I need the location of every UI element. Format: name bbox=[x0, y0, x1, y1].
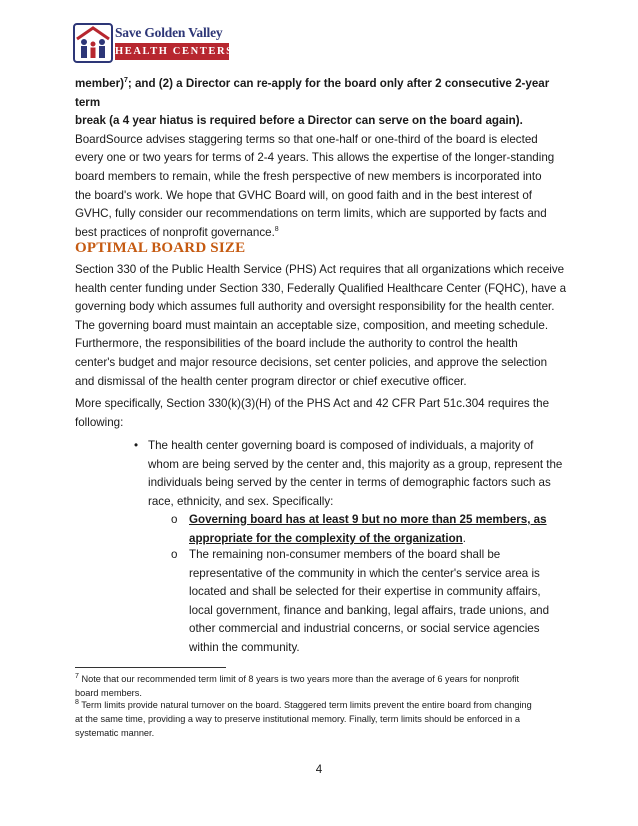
footnote-7 bbox=[75, 672, 570, 700]
text-line: race, ethnicity, and sex. Specifically: bbox=[148, 494, 334, 508]
emphasis-line-end: appropriate for the complexity of the organization. bbox=[189, 531, 467, 545]
text-line: Furthermore, the responsibilities of the board include the authority to control the health bbox=[75, 337, 518, 351]
text-line: whom are being served by the center and, this majority as a group, represent the bbox=[148, 457, 563, 471]
footnote-line: systematic manner. bbox=[75, 728, 155, 739]
text-line: More specifically, Section 330(k)(3)(H) of the PHS Act and 42 CFR Part 51c.304 requires the bbox=[75, 397, 550, 410]
sub-bullet-marker: o bbox=[171, 548, 178, 561]
sub-item-1 bbox=[189, 511, 569, 548]
logo-name: Save Golden Valley bbox=[115, 25, 223, 40]
text-line: located and shall be selected for their expertise in community affairs, bbox=[189, 585, 541, 599]
footnote-line: $^8$ Term limits provide natural turnover on the board. Staggered term limits prevent the entire board from changing bbox=[75, 698, 532, 710]
text-line: The remaining non-consumer members of the board shall be bbox=[189, 548, 501, 561]
footnote-line: at the same time, providing a way to preserve institutional memory. Finally, term limits should be enforced in a bbox=[75, 714, 520, 725]
footnote-divider bbox=[75, 667, 226, 668]
footnote-line: $^7$ Note that our recommended term limit of 8 years is two years more than the average of 6 years for nonprofit bbox=[75, 672, 520, 684]
text-line: Section 330 of the Public Health Service (PHS) Act requires that all organizations which receive bbox=[75, 263, 565, 276]
text-line: other commercial and industrial concerns, or social service agencies bbox=[189, 622, 540, 636]
sub-bullet-marker: o bbox=[171, 513, 178, 526]
bullet-item bbox=[148, 437, 573, 511]
bullet-marker: • bbox=[134, 439, 139, 452]
section-heading: OPTIMAL BOARD SIZE bbox=[75, 240, 246, 256]
logo-tagline: HEALTH CENTERS bbox=[115, 43, 229, 60]
section-paragraph-2 bbox=[75, 395, 570, 432]
text-line: GVHC, fully consider our recommendations on term limits, which are supported by facts and bbox=[75, 207, 547, 221]
organization-logo bbox=[73, 23, 234, 63]
intro-bold-line-1: member)$^7$; and (2) a Director can re-apply for the board only after 2 consecutive 2-year term bbox=[75, 77, 550, 109]
text-line: and dismissal of the health center program director or chief executive officer. bbox=[75, 374, 467, 388]
text-line: following: bbox=[75, 415, 124, 429]
footnote-line: board members. bbox=[75, 688, 142, 699]
text-line: The health center governing board is composed of individuals, a majority of bbox=[148, 439, 534, 452]
text-line: BoardSource advises staggering terms so that one-half or one-third of the board is elected bbox=[75, 132, 538, 146]
sub-item-2 bbox=[189, 546, 569, 658]
family-emblem-icon bbox=[73, 23, 113, 63]
text-line: representative of the community in which the center's service area is bbox=[189, 566, 540, 580]
intro-paragraph bbox=[75, 75, 570, 242]
text-line: every one or two years for terms of 2-4 years. This allows the expertise of the longer-standing bbox=[75, 151, 555, 165]
text-line: The governing board must maintain an acceptable size, composition, and meeting schedule. bbox=[75, 318, 549, 332]
footnote-ref-8[interactable]: 8 bbox=[274, 225, 279, 233]
text-line: board members to remain, while the fresh perspective of new members is incorporated into bbox=[75, 169, 542, 183]
footnote-8 bbox=[75, 698, 570, 741]
text-line: within the community. bbox=[189, 640, 300, 654]
page-number: 4 bbox=[315, 763, 323, 776]
intro-bold-line-2: break (a 4 year hiatus is required before a Director can serve on the board again). bbox=[75, 114, 523, 128]
text-line: individuals being served by the center in terms of demographic factors such as bbox=[148, 476, 551, 490]
section-paragraph-1 bbox=[75, 261, 570, 391]
text-line: the board's work. We hope that GVHC Board will, on good faith and in the best interest of bbox=[75, 188, 532, 202]
text-line: health center funding under Section 330, Federally Qualified Healthcare Center (FQHC), have a bbox=[75, 281, 567, 295]
text-line: center's budget and major resource decisions, set center policies, and approve the selection bbox=[75, 355, 548, 369]
text-line: governing body which assumes full authority and oversight responsibility for the health center. bbox=[75, 300, 555, 314]
text-line: local government, finance and banking, legal affairs, trade unions, and bbox=[189, 603, 550, 617]
emphasis-line: Governing board has at least 9 but no more than 25 members, as bbox=[189, 513, 547, 526]
footnote-ref-7[interactable]: 7 bbox=[123, 77, 128, 85]
text-line: best practices of nonprofit governance.$^8$ bbox=[75, 225, 279, 239]
